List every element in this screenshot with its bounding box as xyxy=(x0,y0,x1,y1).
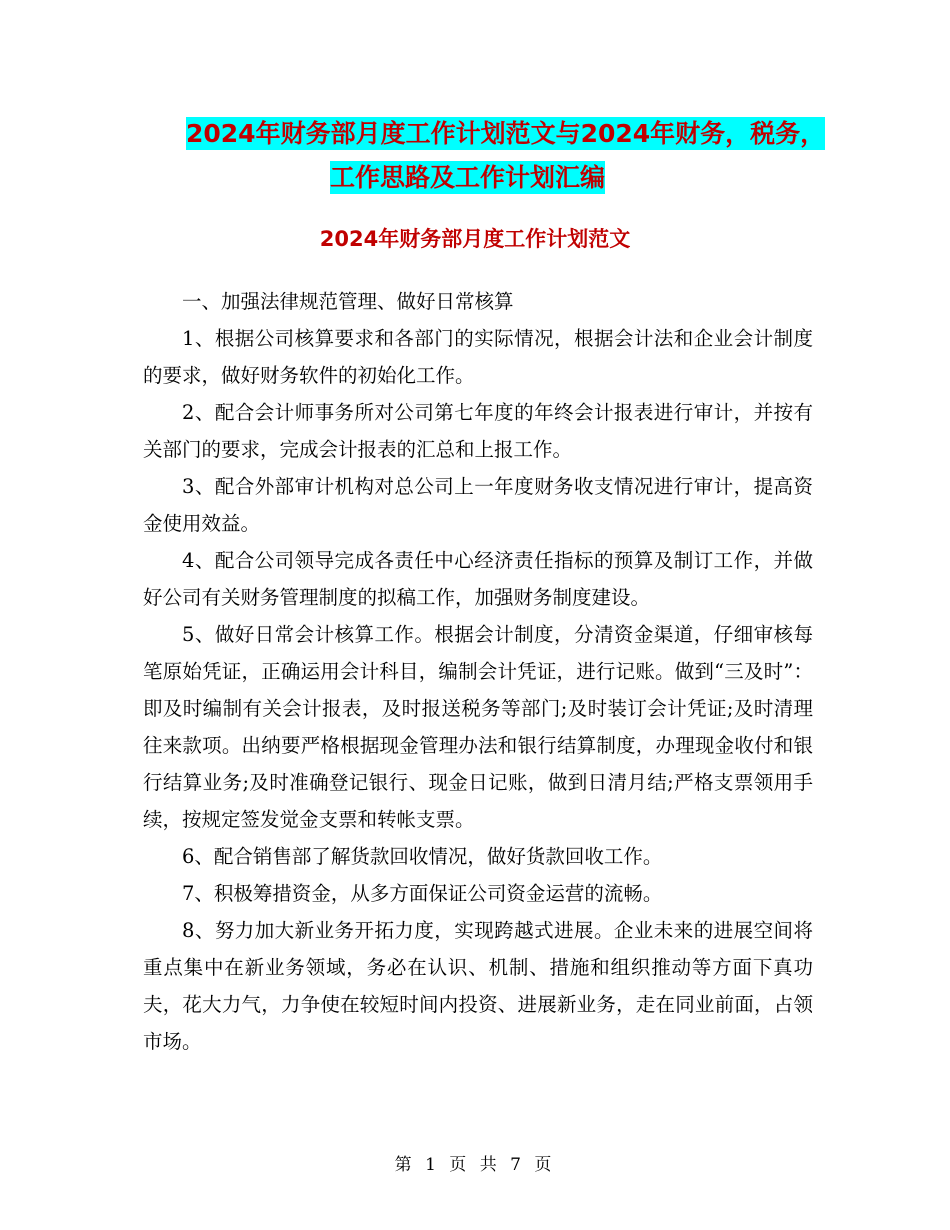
page-number-footer: 第 1 页 共 7 页 xyxy=(394,1155,556,1175)
document-body xyxy=(143,283,813,1060)
paragraph: 7、积极筹措资金，从多方面保证公司资金运营的流畅。 xyxy=(182,882,663,905)
paragraph: 5、做好日常会计核算工作。根据会计制度，分清资金渠道，仔细审核每笔原始凭证，正确运用会计科目，编制会计凭证，进行记账。做到“三及时”：即及时编制有关会计报表，及时报送税务等部门;及时装订会计凭证;及时清理往来款项。出纳要严格根据现金管理办法和银行结算制度，办理现金收付和银行结算业务;及时准确登记银行、现金日记账，做到日清月结;严格支票领用手续，按规定签发觉金支票和转帐支票。 xyxy=(143,623,813,831)
paragraph: 1、根据公司核算要求和各部门的实际情况，根据会计法和企业会计制度的要求，做好财务软件的初始化工作。 xyxy=(143,327,813,387)
paragraph: 2、配合会计师事务所对公司第七年度的年终会计报表进行审计，并按有关部门的要求，完成会计报表的汇总和上报工作。 xyxy=(143,401,813,461)
paragraph: 4、配合公司领导完成各责任中心经济责任指标的预算及制订工作，并做好公司有关财务管理制度的拟稿工作，加强财务制度建设。 xyxy=(143,549,813,609)
document-title-line-2 xyxy=(330,158,950,194)
title-highlight-1: 2024年财务部月度工作计划范文与2024年财务，税务， xyxy=(186,119,826,148)
title-highlight-2: 工作思路及工作计划汇编 xyxy=(330,163,606,192)
paragraph: 6、配合销售部了解货款回收情况，做好货款回收工作。 xyxy=(182,845,663,868)
section-title: 2024年财务部月度工作计划范文 xyxy=(319,227,631,251)
paragraph: 一、加强法律规范管理、做好日常核算 xyxy=(182,290,514,313)
paragraph: 8、努力加大新业务开拓力度，实现跨越式进展。企业未来的进展空间将重点集中在新业务领域，务必在认识、机制、措施和组织推动等方面下真功夫，花大力气，力争使在较短时间内投资、进展新业务，走在同业前面，占领市场。 xyxy=(143,919,813,1053)
paragraph: 3、配合外部审计机构对总公司上一年度财务收支情况进行审计，提高资金使用效益。 xyxy=(143,475,813,535)
document-title-line-1 xyxy=(186,114,950,150)
